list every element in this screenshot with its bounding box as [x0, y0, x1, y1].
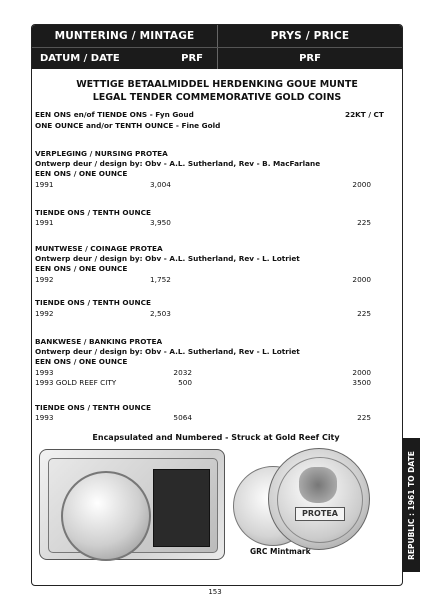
one-ounce-label: EEN ONS / ONE OUNCE	[35, 264, 128, 273]
row-mintage: 3,004	[150, 180, 171, 189]
row-mintage: 2,503	[150, 309, 171, 318]
row-year: 1991	[35, 180, 54, 189]
mintmark-caption: GRC Mintmark	[250, 547, 311, 556]
coin-banner-text: PROTEA	[295, 507, 345, 521]
page-number: 153	[208, 588, 222, 596]
row-mintage: 5064	[173, 413, 192, 422]
encapsulated-note: Encapsulated and Numbered - Struck at Gold Reef City	[92, 433, 340, 442]
row-year: 1992	[35, 309, 54, 318]
date-heading: DATUM / DATE	[40, 53, 120, 64]
karat-label: 22KT / CT	[345, 110, 384, 119]
section-title: MUNTWESE / COINAGE PROTEA	[35, 244, 163, 253]
side-tab-label: REPUBLIC : 1961 TO DATE	[406, 450, 416, 560]
tenth-ounce-label: TIENDE ONS / TENTH OUNCE	[35, 403, 151, 412]
row-mintage: 1,752	[150, 275, 171, 284]
row-year: 1991	[35, 218, 54, 227]
side-tab	[402, 438, 420, 572]
row-mintage: 2032	[173, 368, 192, 377]
intro-line-2: ONE OUNCE and/or TENTH OUNCE - Fine Gold	[35, 121, 221, 130]
coin-image	[61, 471, 151, 561]
header-price-column	[218, 25, 402, 69]
intro-line-1: EEN ONS en/of TIENDE ONS - Fyn Goud	[35, 110, 194, 119]
row-price: 2000	[352, 275, 371, 284]
price-prf-heading: PRF	[299, 53, 321, 64]
tenth-ounce-label: TIENDE ONS / TENTH OUNCE	[35, 208, 151, 217]
row-mintage: 3,950	[150, 218, 171, 227]
row-mintage: 500	[178, 378, 192, 387]
row-price: 2000	[352, 368, 371, 377]
encapsulated-coin-image	[39, 449, 225, 560]
header-mintage-column	[32, 25, 217, 69]
table-header	[32, 25, 402, 69]
row-year: 1993	[35, 413, 54, 422]
row-price: 225	[357, 309, 371, 318]
capsule-inner	[48, 458, 218, 553]
section-title: VERPLEGING / NURSING PROTEA	[35, 149, 168, 158]
one-ounce-label: EEN ONS / ONE OUNCE	[35, 357, 128, 366]
price-heading: PRYS / PRICE	[270, 30, 350, 42]
row-year: 1993 GOLD REEF CITY	[35, 378, 117, 387]
design-credit: Ontwerp deur / design by: Obv - A.L. Sutherland, Rev - L. Lotriet	[35, 347, 300, 356]
capsule-label-slot	[153, 469, 210, 547]
mintage-prf-heading: PRF	[181, 53, 203, 64]
section-heading-afrikaans: WETTIGE BETAALMIDDEL HERDENKING GOUE MUNTE	[76, 79, 358, 90]
design-credit: Ontwerp deur / design by: Obv - A.L. Sutherland, Rev - B. MacFarlane	[35, 159, 321, 168]
row-price: 225	[357, 413, 371, 422]
row-price: 2000	[352, 180, 371, 189]
row-price: 3500	[352, 378, 371, 387]
row-year: 1992	[35, 275, 54, 284]
row-year: 1993	[35, 368, 54, 377]
tenth-ounce-label: TIENDE ONS / TENTH OUNCE	[35, 298, 151, 307]
protea-coin-image	[268, 448, 370, 550]
section-heading-english: LEGAL TENDER COMMEMORATIVE GOLD COINS	[92, 92, 342, 103]
protea-flower-icon	[299, 467, 337, 503]
section-title: BANKWESE / BANKING PROTEA	[35, 337, 163, 346]
one-ounce-label: EEN ONS / ONE OUNCE	[35, 169, 128, 178]
design-credit: Ontwerp deur / design by: Obv - A.L. Sutherland, Rev - L. Lotriet	[35, 254, 300, 263]
mintage-heading: MUNTERING / MINTAGE	[54, 30, 195, 42]
row-price: 225	[357, 218, 371, 227]
